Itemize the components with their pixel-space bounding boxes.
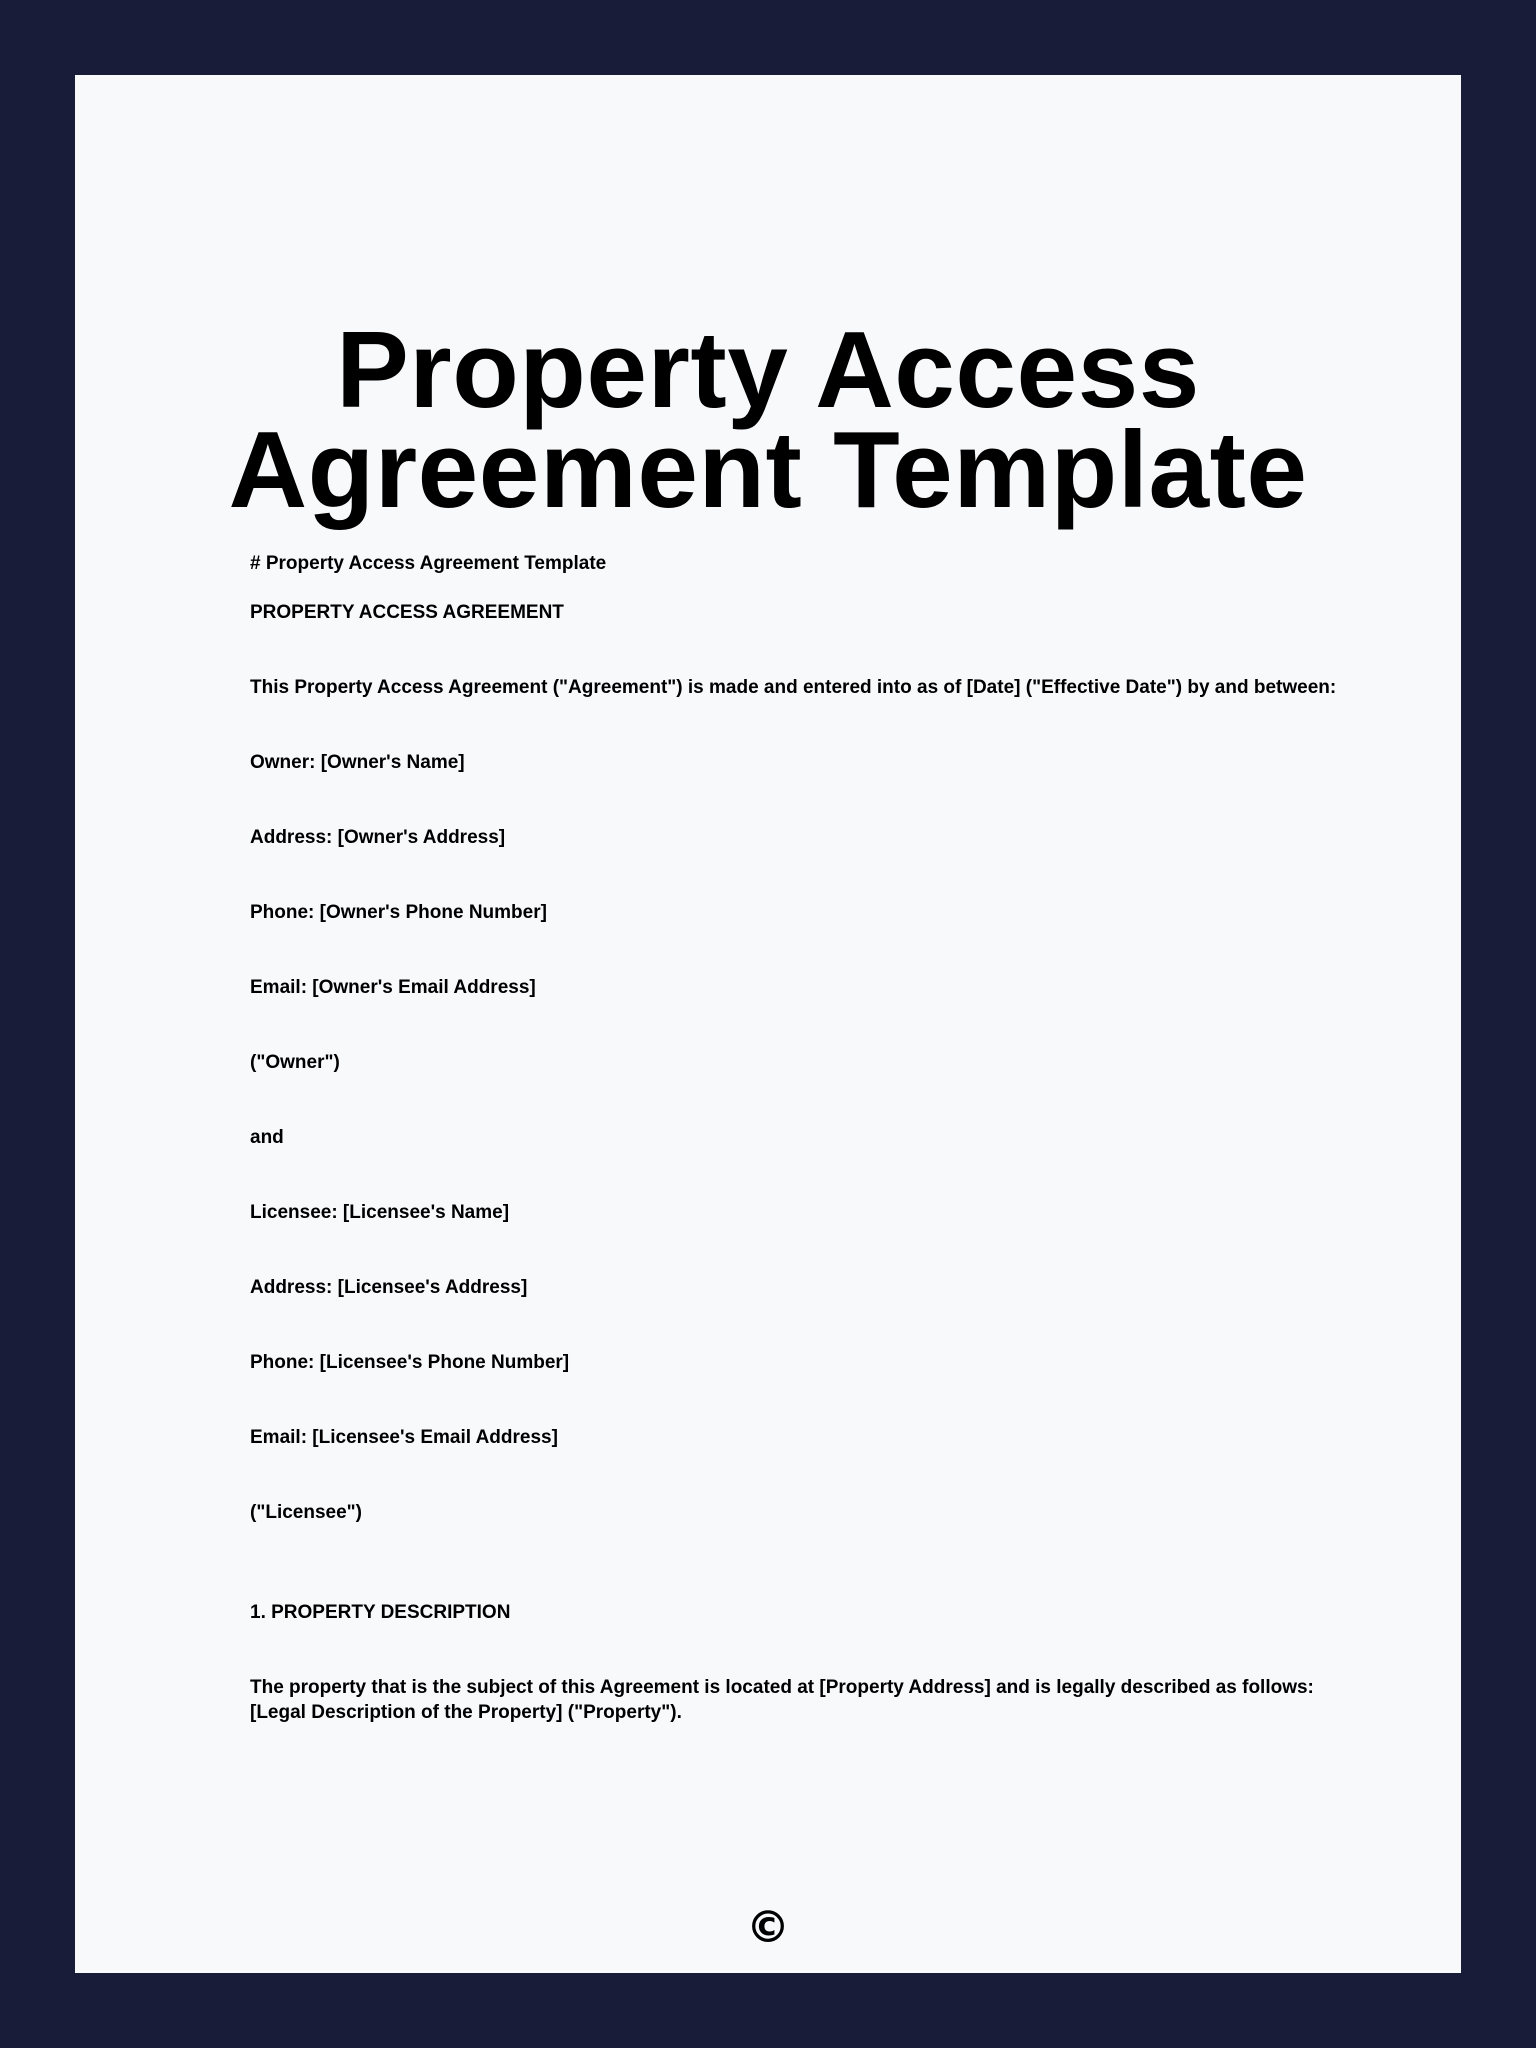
agreement-heading: PROPERTY ACCESS AGREEMENT (250, 602, 564, 623)
agreement-intro-paragraph: This Property Access Agreement ("Agreement") is made and entered into as of [Date] ("Effective Date") by and between: (250, 677, 1337, 698)
licensee-address-line: Address: [Licensee's Address] (250, 1277, 528, 1298)
owner-name-line: Owner: [Owner's Name] (250, 752, 465, 773)
owner-address-line: Address: [Owner's Address] (250, 827, 506, 848)
section-1-heading: 1. PROPERTY DESCRIPTION (250, 1602, 511, 1623)
and-line: and (250, 1127, 284, 1148)
markdown-heading-line: # Property Access Agreement Template (250, 553, 607, 574)
licensee-email-line: Email: [Licensee's Email Address] (250, 1427, 558, 1448)
owner-email-line: Email: [Owner's Email Address] (250, 977, 536, 998)
owner-phone-line: Phone: [Owner's Phone Number] (250, 902, 547, 923)
document-page (75, 75, 1461, 1973)
property-description-paragraph: The property that is the subject of this Agreement is located at [Property Address] and is legally described as follows: [Legal Description of the Property] ("Property"). (250, 1677, 1320, 1723)
owner-defined-term: ("Owner") (250, 1052, 340, 1073)
copyright-icon: © (746, 1902, 790, 1953)
document-title: Property Access Agreement Template (228, 309, 1308, 531)
licensee-defined-term: ("Licensee") (250, 1502, 362, 1523)
licensee-phone-line: Phone: [Licensee's Phone Number] (250, 1352, 570, 1373)
licensee-name-line: Licensee: [Licensee's Name] (250, 1202, 510, 1223)
